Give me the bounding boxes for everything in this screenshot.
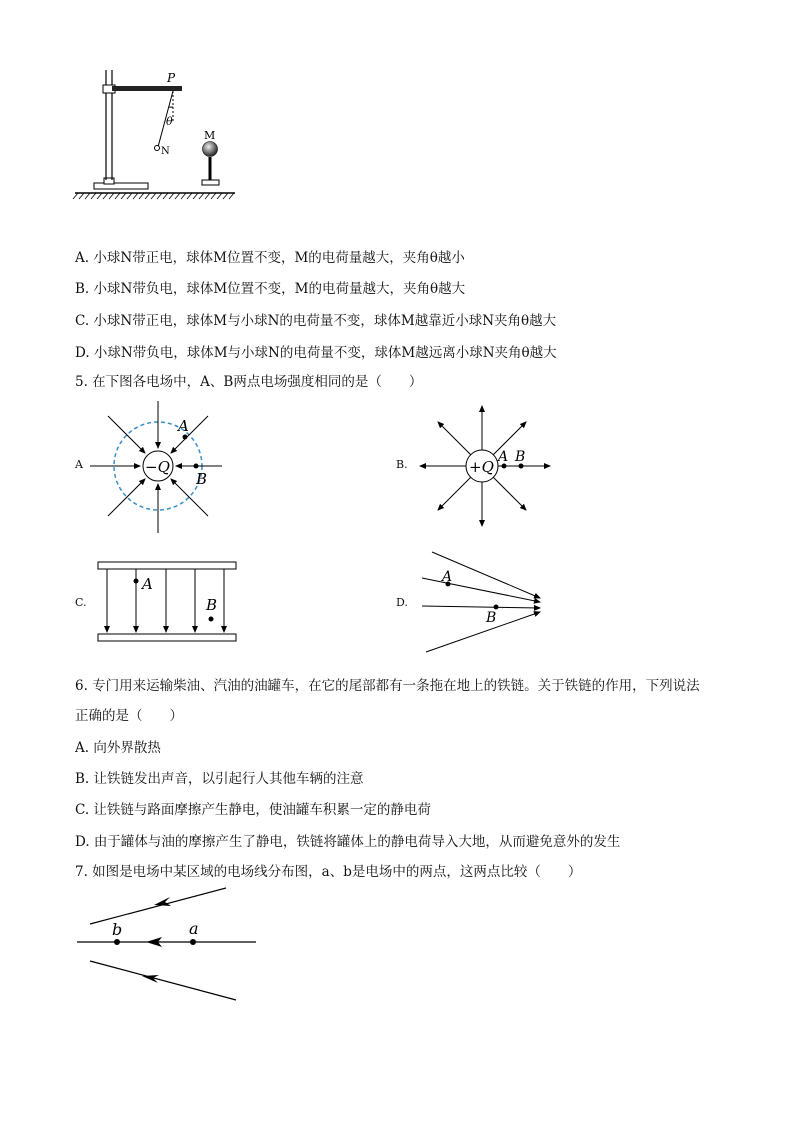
label-P: P: [167, 71, 176, 85]
q5-stem: 5. 在下图各电场中，A、B两点电场强度相同的是（ ）: [75, 374, 423, 390]
q5-label-a: A: [75, 458, 83, 471]
q4-option-b: B. 小球N带负电，球体M位置不变，M的电荷量越大，夹角θ越大: [75, 281, 466, 297]
point-b: b: [112, 920, 123, 939]
point-B: B: [206, 596, 218, 614]
q6-option-d: D. 由于罐体与油的摩擦产生了静电，铁链将罐体上的静电荷导入大地，从而避免意外的发生: [75, 834, 621, 850]
point-A: A: [178, 417, 189, 435]
point-A: A: [498, 449, 509, 465]
point-A: A: [142, 575, 153, 593]
label-theta: θ: [166, 115, 173, 128]
q7-stem: 7. 如图是电场中某区域的电场线分布图，a、b是电场中的两点，这两点比较（ ）: [75, 864, 582, 880]
point-a: a: [189, 919, 199, 938]
field-uniform: [94, 556, 240, 648]
q6-option-b: B. 让铁链发出声音，以引起行人其他车辆的注意: [75, 771, 364, 787]
q4-option-d: D. 小球N带负电，球体M与小球N的电荷量不变，球体M越远离小球N夹角θ越大: [75, 345, 557, 361]
pendulum-figure: [70, 65, 250, 205]
label-N: N: [161, 146, 170, 157]
neg-charge-label: −Q: [145, 458, 170, 476]
q4-option-c: C. 小球N带正电，球体M与小球N的电荷量不变，球体M越靠近小球N夹角θ越大: [75, 313, 557, 329]
pos-charge-label: +Q: [469, 458, 494, 476]
point-B: B: [196, 470, 208, 488]
q6-option-c: C. 让铁链与路面摩擦产生静电，使油罐车积累一定的静电荷: [75, 802, 431, 818]
q6-stem-cont: 正确的是（ ）: [75, 708, 183, 724]
q4-option-a: A. 小球N带正电，球体M位置不变，M的电荷量越大，夹角θ越小: [75, 250, 465, 266]
label-M: M: [204, 129, 216, 142]
q5-label-c: C.: [75, 596, 87, 609]
point-B: B: [486, 610, 497, 626]
point-B: B: [515, 449, 526, 465]
q6-option-a: A. 向外界散热: [75, 740, 161, 756]
field-lines-figure: [74, 884, 260, 1006]
field-pos-charge: [414, 398, 554, 538]
q6-stem: 6. 专门用来运输柴油、汽油的油罐车，在它的尾部都有一条拖在地上的铁链。关于铁链的作用，下列说法: [75, 678, 700, 694]
point-A: A: [442, 569, 453, 585]
field-neg-charge: [88, 398, 228, 538]
q5-label-b: B.: [396, 458, 408, 471]
field-converging: [418, 548, 548, 654]
q5-label-d: D.: [396, 596, 408, 609]
